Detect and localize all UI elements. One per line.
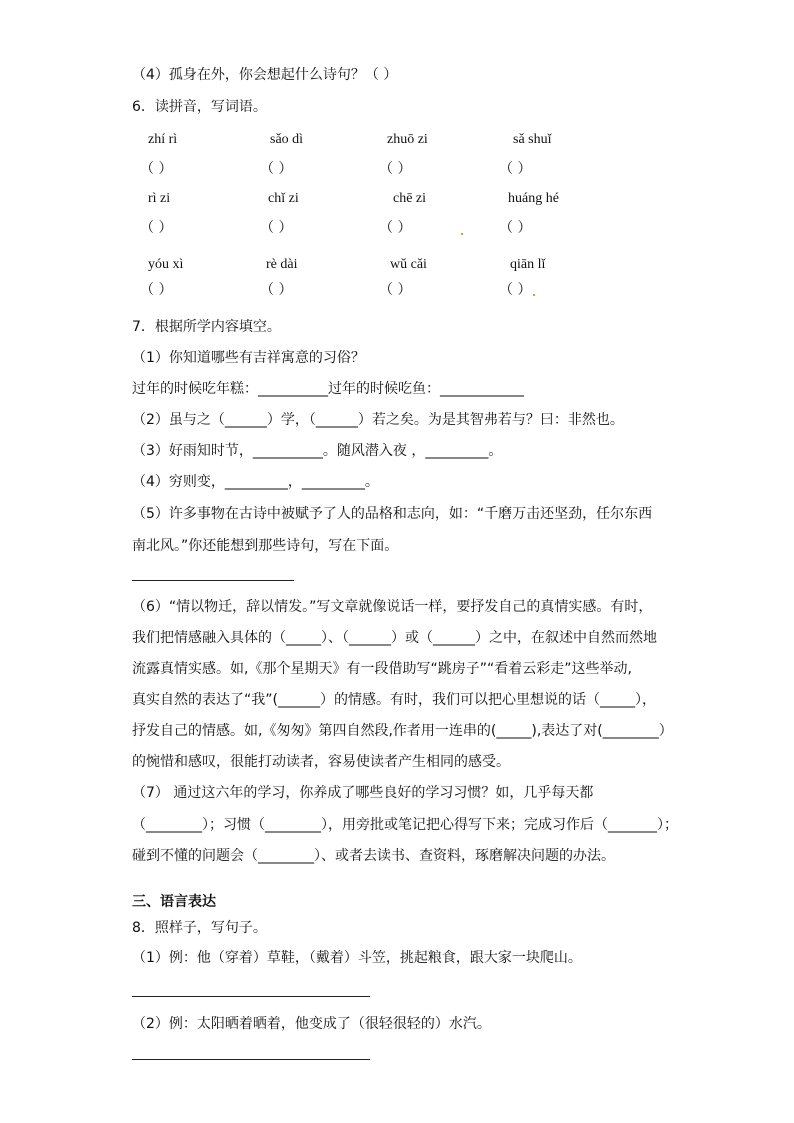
answer-paren[interactable]: （ ）: [379, 282, 412, 298]
answer-paren[interactable]: （ ）: [260, 161, 293, 177]
pinyin-cell: zhí rì: [148, 132, 178, 147]
question-7-7-line-a: （7） 通过这六年的学习，你养成了哪些良好的学习习惯？如，几乎每天都: [132, 785, 594, 801]
answer-paren[interactable]: （ ）: [260, 282, 293, 298]
stray-dot-mark: [461, 233, 463, 235]
answer-paren[interactable]: （ ）: [499, 220, 532, 236]
answer-writing-line[interactable]: [132, 580, 294, 581]
question-8-title: 8．照样子，写句子。: [132, 920, 267, 936]
pinyin-cell: yóu xì: [148, 257, 184, 272]
answer-writing-line[interactable]: [132, 1059, 370, 1060]
pinyin-cell: chǐ zi: [268, 191, 299, 206]
question-7-1: （1）你知道哪些有吉祥寓意的习俗？: [132, 350, 365, 366]
question-7-6-line-d[interactable]: 真实自然的表达了“我”(______）的情感。有时，我们可以把心里想说的话（_____），: [132, 692, 656, 708]
section-3-heading: 三、语言表达: [132, 894, 216, 910]
question-7-5-line-b: 南北风。”你还能想到那些诗句，写在下面。: [132, 538, 399, 554]
question-5-4: （4）孤身在外，你会想起什么诗句？（ ）: [132, 67, 398, 83]
question-7-6-line-e[interactable]: 抒发自己的情感。如,《匆匆》第四自然段,作者用一连串的(_____),表达了对(________）: [132, 723, 673, 739]
answer-paren[interactable]: （ ）: [260, 220, 293, 236]
pinyin-cell: wǔ cǎi: [390, 257, 427, 272]
answer-paren[interactable]: （ ）: [140, 282, 173, 298]
question-7-2[interactable]: （2）虽与之（______）学，（______）若之矣。为是其智弗若与？曰：非然也。: [132, 412, 624, 428]
answer-paren[interactable]: （ ）: [499, 161, 532, 177]
answer-writing-line[interactable]: [132, 996, 370, 997]
pinyin-cell: sǎo dì: [270, 132, 304, 147]
answer-paren[interactable]: （ ）: [379, 161, 412, 177]
question-8-example-1: （1）例：他（穿着）草鞋，（戴着）斗笠，挑起粮食，跟大家一块爬山。: [132, 950, 582, 966]
question-7-5-line-a: （5）许多事物在古诗中被赋予了人的品格和志向，如：“千磨万击还坚劲，任尔东西: [132, 506, 653, 522]
pinyin-cell: qiān lǐ: [510, 257, 546, 272]
pinyin-cell: rì zi: [148, 191, 171, 206]
pinyin-cell: huáng hé: [508, 191, 559, 206]
question-7-1-blanks[interactable]: 过年的时候吃年糕：__________过年的时候吃鱼：____________: [132, 381, 524, 397]
question-7-3[interactable]: （3）好雨知时节，__________。随风潜入夜 ，_________。: [132, 443, 503, 459]
question-7-7-line-c[interactable]: 碰到不懂的问题会（________）、或者去读书、查资料，琢磨解决问题的办法。: [132, 848, 615, 864]
question-7-7-line-b[interactable]: （________）；习惯（________），用旁批或笔记把心得写下来；完成习作后（_______）；: [132, 817, 678, 833]
question-7-6-line-c: 流露真情实感。如,《那个星期天》有一段借助写“跳房子”“看着云彩走”这些举动,: [132, 661, 632, 677]
answer-paren[interactable]: （ ）: [499, 282, 532, 298]
question-7-title: 7．根据所学内容填空。: [132, 319, 281, 335]
pinyin-cell: zhuō zi: [387, 132, 428, 147]
answer-paren[interactable]: （ ）: [379, 220, 412, 236]
answer-paren[interactable]: （ ）: [140, 220, 173, 236]
pinyin-cell: sǎ shuǐ: [513, 132, 552, 147]
question-7-6-line-a: （6）“情以物迁，辞以情发。”写文章就像说话一样，要抒发自己的真情实感。有时，: [132, 599, 653, 615]
answer-paren[interactable]: （ ）: [140, 161, 173, 177]
question-7-6-line-f: 的惋惜和感叹，很能打动读者，容易使读者产生相同的感受。: [132, 754, 510, 770]
question-6-title: 6．读拼音，写词语。: [132, 99, 267, 115]
question-7-4[interactable]: （4）穷则变，_________，_________。: [132, 474, 379, 490]
question-7-6-line-b[interactable]: 我们把情感融入具体的（_____）、（______）或（______）之中，在叙述中自然而然地: [132, 630, 657, 646]
pinyin-cell: chē zi: [393, 191, 427, 206]
pinyin-cell: rè dài: [266, 257, 298, 272]
question-8-example-2: （2）例：太阳晒着晒着，他变成了（很轻很轻的）水汽。: [132, 1016, 491, 1032]
stray-dot-mark: [533, 294, 535, 296]
